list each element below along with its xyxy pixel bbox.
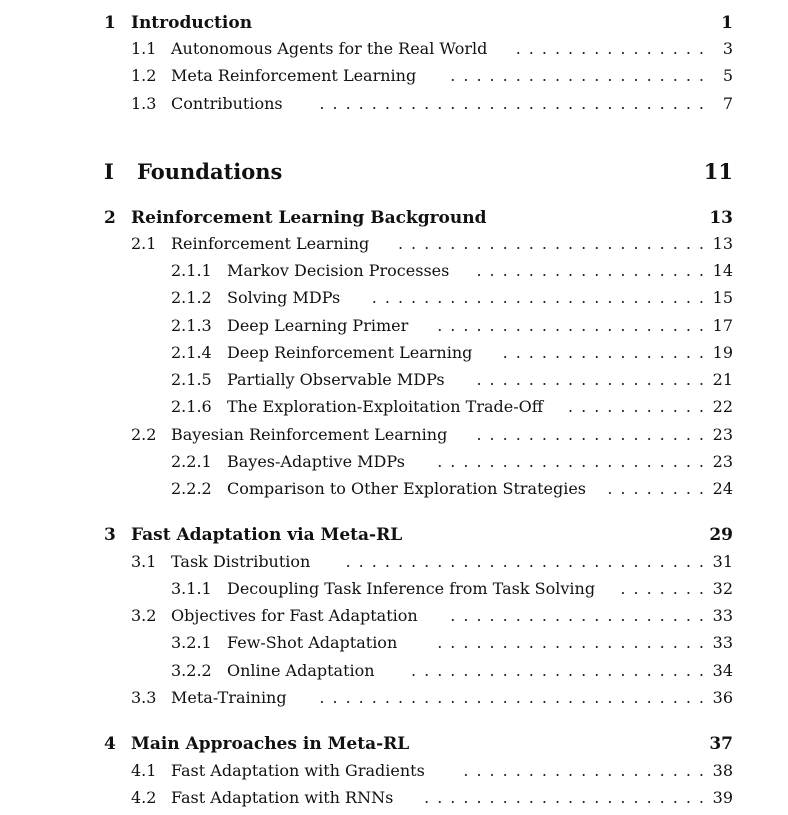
toc-entry-number: I <box>104 159 114 184</box>
toc-entry-sub[interactable] <box>0 451 788 473</box>
toc-entry-page-number: 23 <box>712 452 733 471</box>
toc-entry-page-number: 23 <box>712 425 733 444</box>
toc-entry-sec[interactable] <box>0 93 788 115</box>
dot-leader: . . . . . . . . . . . . . . . . . . . . <box>450 66 704 85</box>
toc-entry-number: 3 <box>104 525 116 545</box>
toc-entry-title: Introduction <box>131 13 253 33</box>
toc-entry-sub[interactable] <box>0 342 788 364</box>
toc-entry-title: Objectives for Fast Adaptation <box>171 606 418 625</box>
toc-entry-sec[interactable] <box>0 551 788 573</box>
dot-leader: . . . . . . . . . . . . . . . . . . . . . <box>437 633 704 652</box>
toc-entry-page-number: 39 <box>712 788 733 807</box>
toc-entry-page-number: 34 <box>712 661 733 680</box>
toc-entry-title: Autonomous Agents for the Real World <box>171 39 488 58</box>
toc-entry-sec[interactable] <box>0 605 788 627</box>
toc-entry-page-number: 36 <box>712 688 733 707</box>
dot-leader: . . . . . . . . . . . . . . . . . . . . <box>450 606 704 625</box>
toc-entry-page-number: 21 <box>712 370 733 389</box>
toc-entry-title: Solving MDPs <box>227 288 341 307</box>
toc-entry-page-number: 33 <box>712 633 733 652</box>
toc-entry-title: Deep Reinforcement Learning <box>227 343 473 362</box>
toc-entry-page-number: 32 <box>712 579 733 598</box>
toc-entry-title: Deep Learning Primer <box>227 316 409 335</box>
toc-entry-sec[interactable] <box>0 760 788 782</box>
dot-leader: . . . . . . . . . . . . . . . <box>515 39 704 58</box>
toc-entry-number: 2.1.5 <box>171 370 212 389</box>
toc-entry-title: Fast Adaptation via Meta-RL <box>131 525 403 545</box>
dot-leader: . . . . . . . . . . . . . . . . . . . . . . . . . . . . <box>345 552 704 571</box>
toc-entry-title: Few-Shot Adaptation <box>227 633 398 652</box>
toc-entry-sub[interactable] <box>0 578 788 600</box>
toc-entry-number: 3.2 <box>131 606 157 625</box>
toc-entry-sub[interactable] <box>0 632 788 654</box>
toc-entry-page-number: 38 <box>712 761 733 780</box>
toc-entry-title: Fast Adaptation with Gradients <box>171 761 425 780</box>
toc-entry-number: 4 <box>104 734 116 754</box>
dot-leader: . . . . . . . . . . . . . . . . . . . . . . <box>424 788 704 807</box>
toc-entry-number: 2.2.1 <box>171 452 212 471</box>
toc-entry-sub[interactable] <box>0 396 788 418</box>
toc-entry-number: 2.2 <box>131 425 157 444</box>
toc-entry-title: Comparison to Other Exploration Strategies <box>227 479 586 498</box>
toc-entry-sec[interactable] <box>0 38 788 60</box>
dot-leader: . . . . . . . . . . . . . . . . . . . . . . . . . . . . . . <box>319 688 704 707</box>
toc-entry-page-number: 7 <box>722 94 733 113</box>
toc-entry-title: Task Distribution <box>171 552 311 571</box>
dot-leader: . . . . . . . . . . . . . . . . . . . . . . . . . . . . . . <box>319 94 704 113</box>
toc-entry-page-number: 19 <box>712 343 733 362</box>
toc-entry-title: Decoupling Task Inference from Task Solving <box>227 579 596 598</box>
toc-entry-chap[interactable] <box>0 732 788 756</box>
dot-leader: . . . . . . . . . . . <box>568 397 704 416</box>
toc-entry-page-number: 13 <box>712 234 733 253</box>
toc-entry-title: Markov Decision Processes <box>227 261 450 280</box>
toc-entry-page-number: 14 <box>712 261 733 280</box>
toc-entry-sub[interactable] <box>0 369 788 391</box>
toc-entry-chap[interactable] <box>0 523 788 547</box>
toc-entry-sec[interactable] <box>0 787 788 809</box>
toc-entry-number: 2.1.1 <box>171 261 212 280</box>
toc-entry-sub[interactable] <box>0 660 788 682</box>
toc-entry-part[interactable] <box>0 157 788 187</box>
toc-entry-number: 2.1.4 <box>171 343 212 362</box>
toc-entry-sub[interactable] <box>0 287 788 309</box>
dot-leader: . . . . . . . . . . . . . . . . . . . . . . . . . . <box>371 288 704 307</box>
toc-entry-title: Foundations <box>137 159 283 184</box>
dot-leader: . . . . . . . . . . . . . . . . . . . . . . . . <box>397 234 704 253</box>
toc-entry-number: 3.1 <box>131 552 157 571</box>
toc-entry-number: 3.2.2 <box>171 661 212 680</box>
toc-entry-title: Reinforcement Learning Background <box>131 208 487 228</box>
toc-entry-sub[interactable] <box>0 260 788 282</box>
toc-entry-page-number: 17 <box>712 316 733 335</box>
toc-entry-number: 4.1 <box>131 761 157 780</box>
toc-entry-number: 3.1.1 <box>171 579 212 598</box>
toc-entry-sec[interactable] <box>0 233 788 255</box>
toc-entry-page-number: 37 <box>709 734 733 754</box>
toc-entry-number: 1 <box>104 13 116 33</box>
toc-entry-number: 3.2.1 <box>171 633 212 652</box>
toc-entry-sec[interactable] <box>0 687 788 709</box>
toc-entry-title: Contributions <box>171 94 283 113</box>
dot-leader: . . . . . . . . . . . . . . . . . . . . . . . <box>411 661 704 680</box>
dot-leader: . . . . . . . . . . . . . . . . <box>502 343 704 362</box>
toc-entry-number: 1.3 <box>131 94 157 113</box>
toc-entry-page-number: 31 <box>712 552 733 571</box>
toc-entry-sub[interactable] <box>0 315 788 337</box>
toc-entry-page-number: 3 <box>722 39 733 58</box>
toc-entry-title: The Exploration-Exploitation Trade-Off <box>227 397 544 416</box>
dot-leader: . . . . . . . . . . . . . . . . . . . . . <box>437 316 704 335</box>
toc-entry-sec[interactable] <box>0 424 788 446</box>
toc-entry-sub[interactable] <box>0 478 788 500</box>
toc-entry-page-number: 13 <box>709 208 733 228</box>
toc-entry-page-number: 1 <box>721 13 733 33</box>
toc-entry-number: 2 <box>104 208 116 228</box>
toc-entry-page-number: 5 <box>722 66 733 85</box>
dot-leader: . . . . . . . . . . . . . . . . . . . . . <box>437 452 704 471</box>
toc-entry-chap[interactable] <box>0 206 788 230</box>
toc-entry-number: 3.3 <box>131 688 157 707</box>
toc-entry-number: 2.2.2 <box>171 479 212 498</box>
toc-entry-sec[interactable] <box>0 65 788 87</box>
dot-leader: . . . . . . . . . . . . . . . . . . . <box>463 761 704 780</box>
dot-leader: . . . . . . . . <box>607 479 704 498</box>
toc-entry-title: Fast Adaptation with RNNs <box>171 788 394 807</box>
dot-leader: . . . . . . . . . . . . . . . . . . <box>476 425 704 444</box>
toc-entry-number: 1.2 <box>131 66 157 85</box>
toc-entry-title: Main Approaches in Meta-RL <box>131 734 410 754</box>
toc-entry-number: 2.1.2 <box>171 288 212 307</box>
toc-entry-title: Bayes-Adaptive MDPs <box>227 452 405 471</box>
dot-leader: . . . . . . . <box>620 579 704 598</box>
toc-entry-title: Meta-Training <box>171 688 287 707</box>
toc-entry-chap[interactable] <box>0 11 788 35</box>
toc-entry-title: Reinforcement Learning <box>171 234 370 253</box>
toc-entry-number: 1.1 <box>131 39 157 58</box>
toc-entry-title: Bayesian Reinforcement Learning <box>171 425 448 444</box>
toc-entry-page-number: 22 <box>712 397 733 416</box>
toc-entry-title: Online Adaptation <box>227 661 375 680</box>
toc-entry-page-number: 15 <box>712 288 733 307</box>
dot-leader: . . . . . . . . . . . . . . . . . . <box>476 261 704 280</box>
toc-entry-number: 2.1.6 <box>171 397 212 416</box>
toc-entry-title: Meta Reinforcement Learning <box>171 66 417 85</box>
toc-entry-title: Partially Observable MDPs <box>227 370 445 389</box>
toc-entry-number: 2.1 <box>131 234 157 253</box>
toc-entry-number: 2.1.3 <box>171 316 212 335</box>
toc-entry-page-number: 33 <box>712 606 733 625</box>
toc-entry-page-number: 29 <box>709 525 733 545</box>
toc-entry-number: 4.2 <box>131 788 157 807</box>
dot-leader: . . . . . . . . . . . . . . . . . . <box>476 370 704 389</box>
toc-entry-page-number: 24 <box>712 479 733 498</box>
toc-entry-page-number: 11 <box>703 159 733 184</box>
